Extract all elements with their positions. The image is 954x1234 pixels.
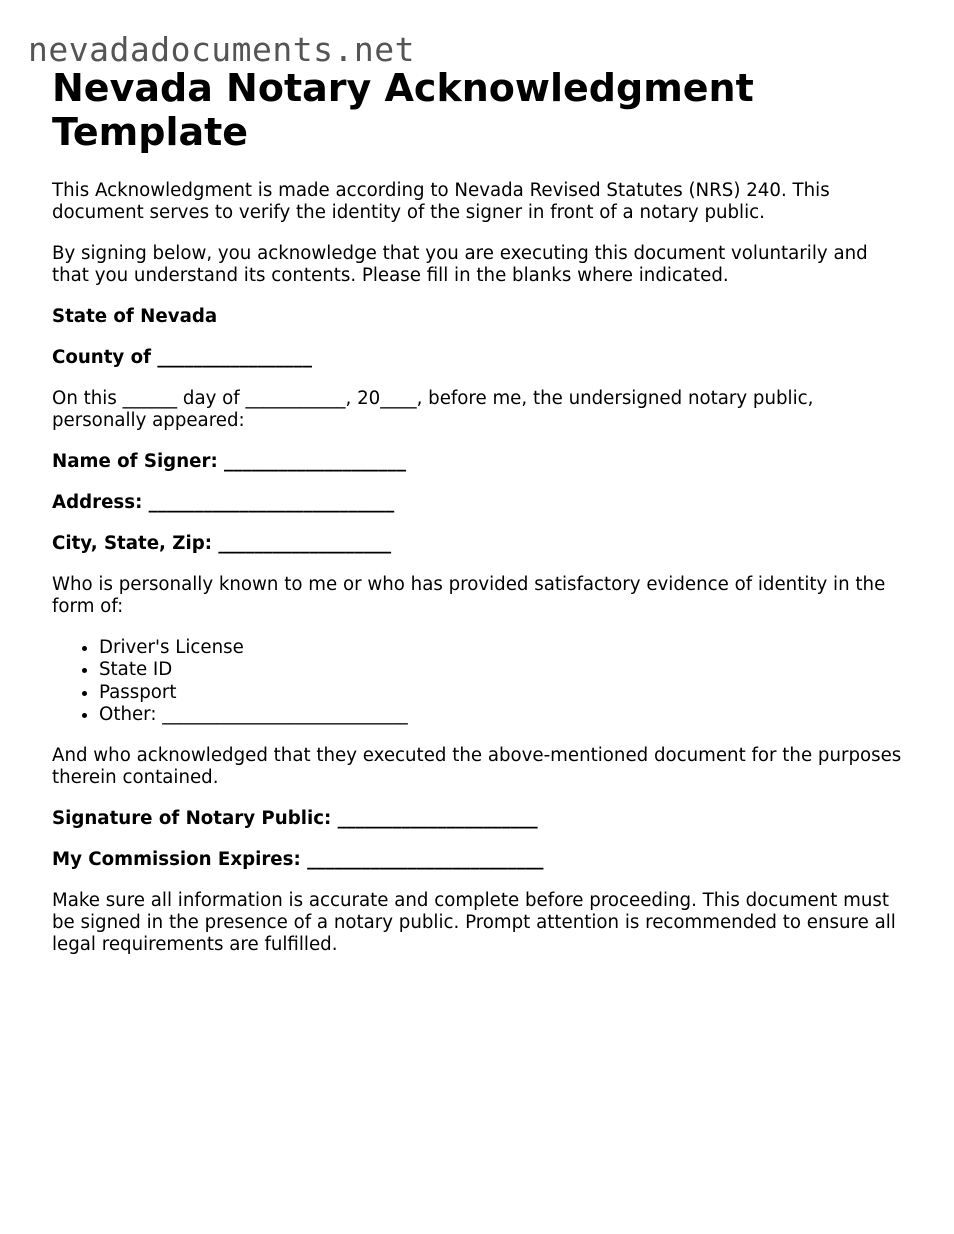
identity-text: Who is personally known to me or who has provided satisfactory evidence of identity in the form of: bbox=[52, 574, 886, 617]
list-item: • Passport bbox=[99, 682, 902, 704]
id-options-list bbox=[52, 637, 902, 726]
list-item: • Driver's License bbox=[99, 637, 902, 659]
commission-expires-field: My Commission Expires: __________________________ bbox=[52, 849, 544, 871]
state-label: State of Nevada bbox=[52, 306, 218, 327]
signer-name-field: Name of Signer: ____________________ bbox=[52, 451, 406, 472]
date-line: On this ______ day of ___________, 20____, before me, the undersigned notary public, personally appeared: bbox=[52, 388, 814, 431]
document-body bbox=[52, 66, 902, 975]
intro-paragraph-1: This Acknowledgment is made according to Nevada Revised Statutes (NRS) 240. This document serves to verify the identity of the signer in front of a notary public. bbox=[52, 180, 830, 223]
intro-paragraph-2: By signing below, you acknowledge that you are executing this document voluntarily and that you understand its contents. Please fill in the blanks where indicated. bbox=[52, 243, 868, 286]
watermark: nevadadocuments.net bbox=[28, 30, 415, 69]
county-field: County of _________________ bbox=[52, 347, 312, 368]
list-item: • State ID bbox=[99, 659, 902, 681]
city-state-zip-field: City, State, Zip: ___________________ bbox=[52, 533, 392, 554]
document-title: Nevada Notary Acknowledgment Template bbox=[52, 66, 754, 154]
notary-signature-field: Signature of Notary Public: ______________________ bbox=[52, 808, 538, 830]
acknowledged-text: And who acknowledged that they executed the above-mentioned document for the purposes therein contained. bbox=[52, 745, 902, 789]
address-field: Address: ___________________________ bbox=[52, 492, 395, 513]
list-item: • Other: ___________________________ bbox=[99, 704, 902, 726]
closing-note: Make sure all information is accurate and complete before proceeding. This document must be signed in the presence of a notary public. Prompt attention is recommended to ensure all legal requirements are fulfilled. bbox=[52, 890, 896, 956]
